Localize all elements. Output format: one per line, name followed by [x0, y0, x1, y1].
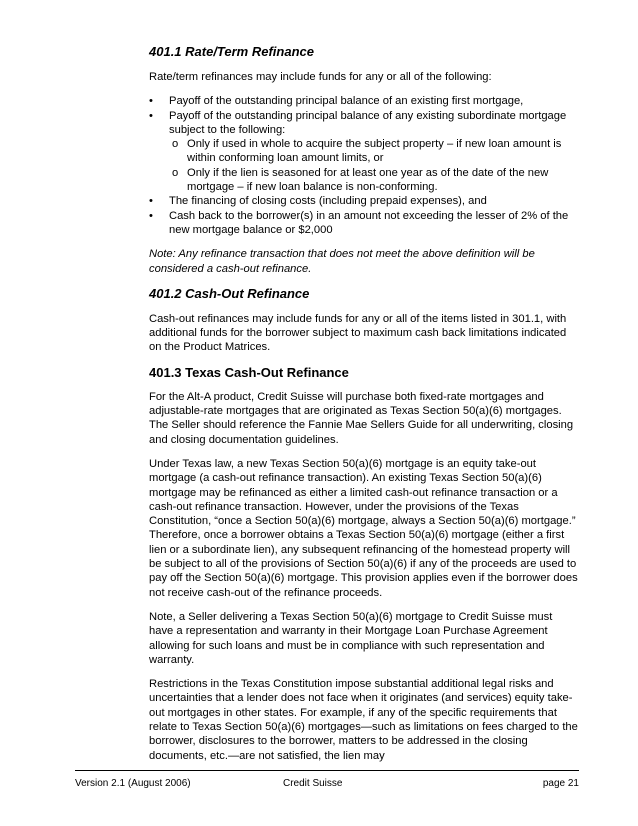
texas-paragraph-2: Under Texas law, a new Texas Section 50(a)(6) mortgage is an equity take-out mortgage (a cash-out refinance transaction). An existing Texas Section 50(a)(6) mortgage may be refinanced as either a limited cash-out refinance transaction or a cash-out refinance transaction. However, under the provisions of the Texas Constitution, “once a Section 50(a)(6) mortgage, always a Section 50(a)(6) mortgage.” Therefore, once a borrower obtains a Texas Section 50(a)(6) mortgage (either a first lien or a subordinate lien), any subsequent refinancing of the homestead property will be subject to all of the provisions of Section 50(a)(6) if any of the proceeds are used to pay off the Section 50(a)(6) mortgage. This provision applies even if the borrower does not receive cash-out of the refinance proceeds.	[149, 457, 578, 599]
cash-out-text: Cash-out refinances may include funds for any or all of the items listed in 301.1, with additional funds for the borrower subject to maximum cash back limitations indicated on the Product Matrices.	[149, 312, 567, 354]
texas-paragraph-1: For the Alt-A product, Credit Suisse will purchase both fixed-rate mortgages and adjustable-rate mortgages that are originated as Texas Section 50(a)(6) mortgages. The Seller should reference the Fannie Mae Sellers Guide for all underwriting, closing and closing documentation guidelines.	[149, 390, 574, 446]
bullet-glyph: •	[149, 109, 153, 122]
section-heading-cash-out-refinance: 401.2 Cash-Out Refinance	[149, 285, 310, 301]
rate-term-intro: Rate/term refinances may include funds for any or all of the following:	[149, 71, 492, 83]
section-heading-rate-term-refinance: 401.1 Rate/Term Refinance	[149, 44, 314, 59]
list-item-text: Payoff of the outstanding principal balance of any existing subordinate mortgage subject to the following:	[169, 109, 567, 136]
list-item	[149, 194, 579, 208]
list-item-text: The financing of closing costs (including prepaid expenses), and	[169, 195, 487, 208]
bullet-glyph: •	[149, 209, 153, 222]
list-item-text: Cash back to the borrower(s) in an amount not exceeding the lesser of 2% of the new mortgage balance or $2,000	[169, 209, 569, 236]
sub-bullet-list	[169, 137, 579, 194]
page-content	[149, 44, 579, 773]
footer-company: Credit Suisse	[283, 778, 343, 789]
footer-divider	[75, 770, 579, 771]
texas-paragraph-4: Restrictions in the Texas Constitution impose substantial additional legal risks and uncertainties that a lender does not face when it originates (and services) equity take-out mortgages in other states. For example, if any of the specific requirements that relate to Texas Section 50(a)(6) mortgages—such as limitations on fees charged to the borrower, disclosures to the borrower, matters to be addressed in the closing documents, etc.—are not satisfied, the lien may	[149, 678, 578, 762]
rate-term-bullet-list	[149, 94, 579, 237]
list-item	[149, 94, 579, 108]
texas-paragraph-3: Note, a Seller delivering a Texas Section 50(a)(6) mortgage to Credit Suisse must have a representation and warranty in their Mortgage Loan Purchase Agreement allowing for such loans and must be in compliance with such representation and warranty.	[149, 610, 553, 666]
sub-list-item-text: Only if used in whole to acquire the subject property – if new loan amount is within conforming loan amount limits, or	[187, 138, 562, 165]
bullet-glyph: •	[149, 95, 153, 108]
sub-bullet-glyph: o	[172, 166, 179, 179]
sub-bullet-glyph: o	[172, 138, 179, 151]
list-item	[149, 109, 579, 195]
sub-list-item-text: Only if the lien is seasoned for at least one year as of the date of the new mortgage – if new loan balance is non-conforming.	[187, 166, 549, 194]
rate-term-note: Note: Any refinance transaction that does not meet the above definition will be considered a cash-out refinance.	[149, 248, 535, 275]
bullet-glyph: •	[149, 195, 153, 208]
sub-list-item	[169, 166, 579, 195]
footer-version: Version 2.1 (August 2006)	[75, 778, 191, 789]
list-item-text: Payoff of the outstanding principal balance of an existing first mortgage,	[169, 95, 524, 108]
list-item	[149, 209, 579, 238]
sub-list-item	[169, 137, 579, 166]
section-heading-texas-cash-out-refinance: 401.3 Texas Cash-Out Refinance	[149, 364, 349, 380]
footer-page-number: page 21	[542, 778, 579, 789]
